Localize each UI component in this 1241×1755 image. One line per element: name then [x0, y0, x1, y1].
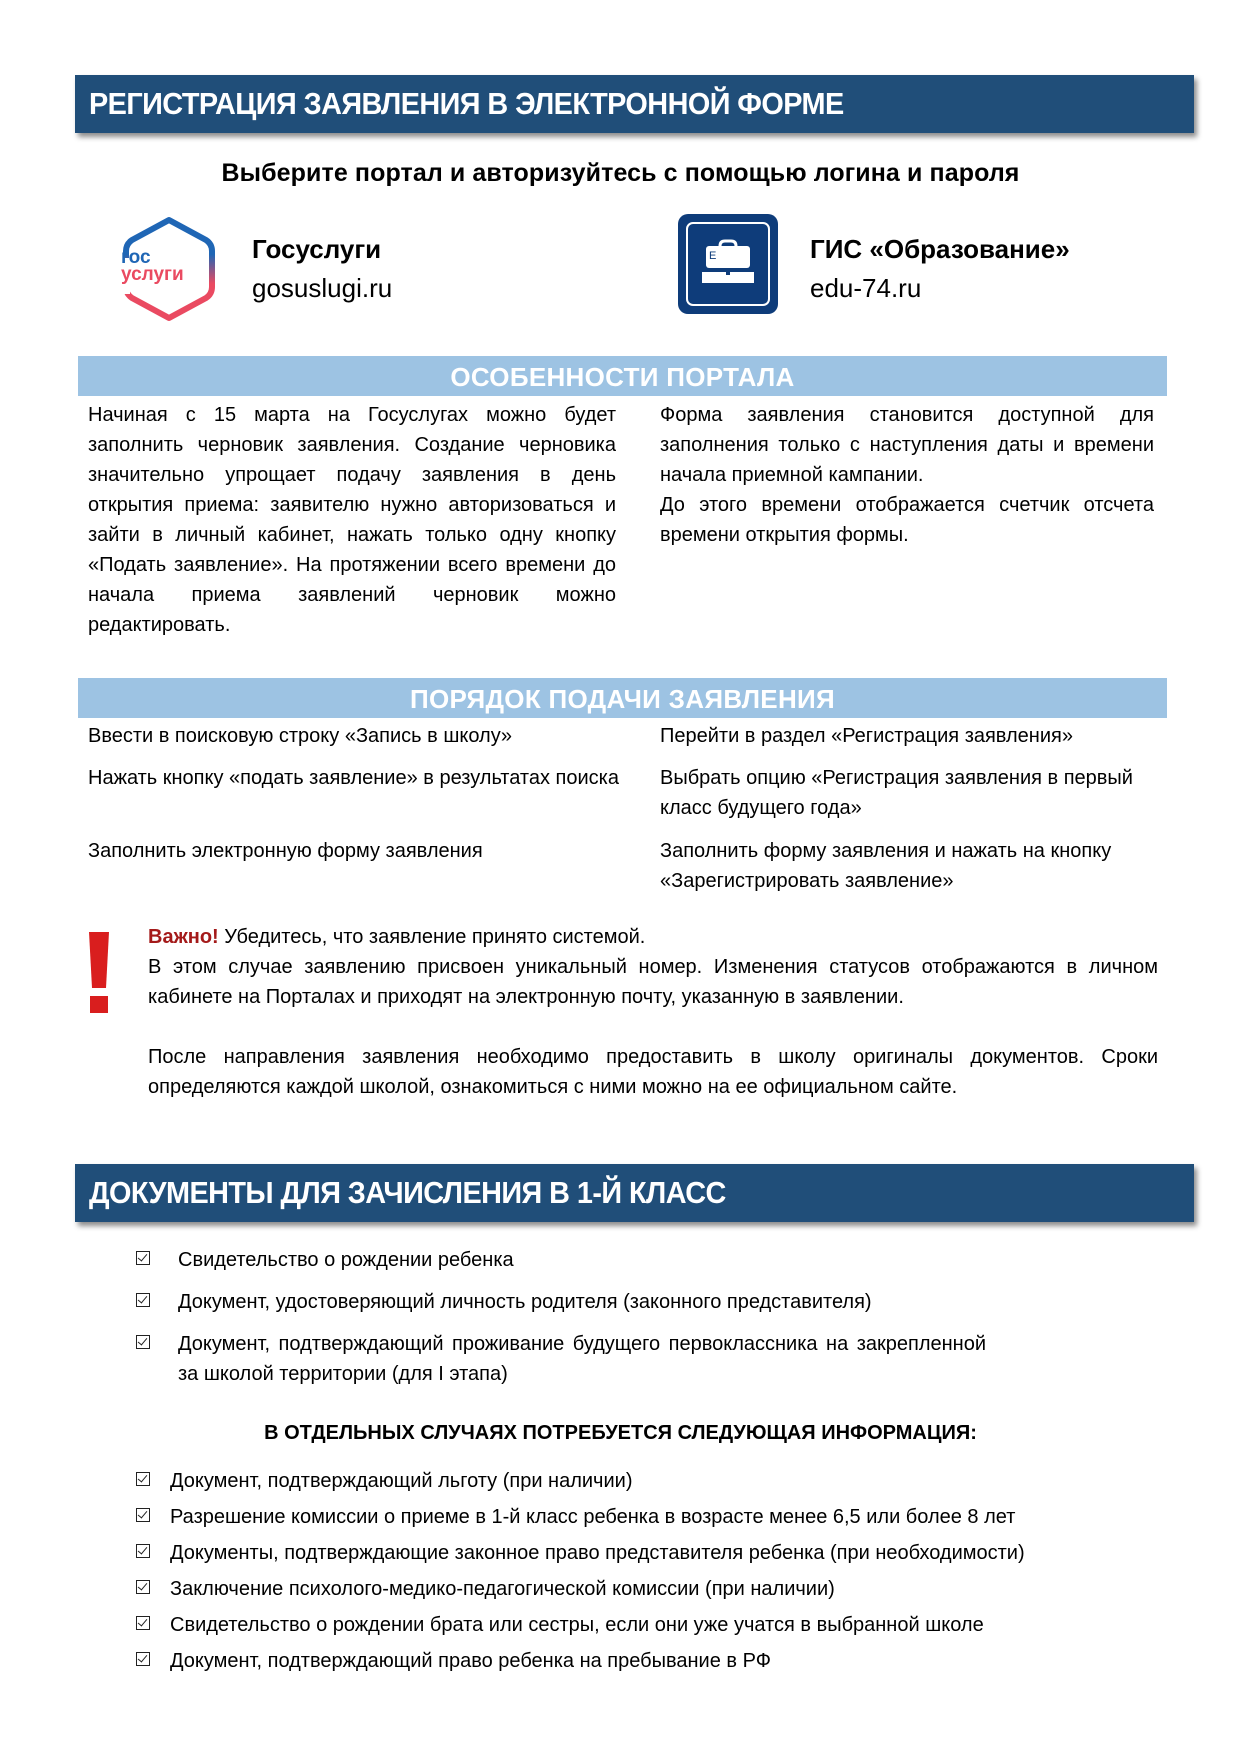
- gosuslugi-name: Госуслуги: [252, 234, 382, 264]
- case-doc-item: [136, 1538, 1196, 1568]
- required-doc-text: Документ, подтверждающий проживание будущего первоклассника на закрепленной за школой территории (для I этапа): [178, 1333, 986, 1385]
- gis-url[interactable]: edu-74.ru: [810, 273, 922, 303]
- required-doc-item: [136, 1287, 996, 1317]
- gosuslugi-logo-icon[interactable]: [118, 214, 220, 324]
- case-doc-item: [136, 1502, 1196, 1532]
- checkbox-icon: [136, 1544, 150, 1558]
- procedure-left-step-3: Заполнить электронную форму заявления: [88, 840, 483, 862]
- registration-section-header: [75, 75, 1194, 133]
- gis-portal[interactable]: [810, 234, 1070, 304]
- checkbox-icon: [136, 1251, 150, 1265]
- gosuslugi-logo-text-top: гос: [121, 247, 151, 268]
- gosuslugi-logo-text-bottom: услуги: [121, 264, 184, 285]
- case-doc-item: [136, 1574, 1196, 1604]
- features-right-paragraph-1: Форма заявления становится доступной для заполнения только с наступления даты и времени начала приемной кампании.: [660, 404, 1154, 486]
- important-notice: [148, 922, 1158, 1102]
- required-doc-text: Документ, удостоверяющий личность родителя (законного представителя): [178, 1291, 872, 1313]
- checkbox-icon: [136, 1335, 150, 1349]
- features-right-paragraph-2: До этого времени отображается счетчик отсчета времени открытия формы.: [660, 494, 1154, 546]
- features-header: [78, 356, 1167, 396]
- exclamation-icon: [88, 932, 110, 1014]
- gis-name: ГИС «Образование»: [810, 234, 1070, 264]
- gosuslugi-portal[interactable]: [252, 234, 392, 304]
- case-doc-text: Заключение психолого-медико-педагогической комиссии (при наличии): [170, 1578, 835, 1600]
- documents-section-header: [75, 1164, 1194, 1222]
- procedure-left-step-2: Нажать кнопку «подать заявление» в результатах поиска: [88, 767, 619, 789]
- case-doc-text: Свидетельство о рождении брата или сестры, если они уже учатся в выбранной школе: [170, 1614, 984, 1636]
- features-title: ОСОБЕННОСТИ ПОРТАЛА: [450, 362, 795, 392]
- features-left-text: [88, 400, 616, 640]
- important-line-1: Убедитесь, что заявление принято системой.: [218, 926, 646, 948]
- procedure-right-step-2: Выбрать опцию «Регистрация заявления в первый класс будущего года»: [660, 767, 1133, 819]
- procedure-right-step-1: Перейти в раздел «Регистрация заявления»: [660, 725, 1073, 747]
- portal-instruction: Выберите портал и авторизуйтесь с помощью логина и пароля: [221, 159, 1020, 187]
- case-doc-text: Документы, подтверждающие законное право представителя ребенка (при необходимости): [170, 1542, 1025, 1564]
- procedure-title: ПОРЯДОК ПОДАЧИ ЗАЯВЛЕНИЯ: [409, 684, 835, 714]
- procedure-right-step-3: Заполнить форму заявления и нажать на кнопку «Зарегистрировать заявление»: [660, 840, 1112, 892]
- registration-section-title: РЕГИСТРАЦИЯ ЗАЯВЛЕНИЯ В ЭЛЕКТРОННОЙ ФОРМЕ: [89, 86, 844, 121]
- gosuslugi-url[interactable]: gosuslugi.ru: [252, 273, 393, 303]
- checkbox-icon: [136, 1472, 150, 1486]
- special-cases-title: В ОТДЕЛЬНЫХ СЛУЧАЯХ ПОТРЕБУЕТСЯ СЛЕДУЮЩАЯ ИНФОРМАЦИЯ:: [264, 1422, 977, 1444]
- required-doc-item: [136, 1329, 986, 1389]
- checkbox-icon: [136, 1580, 150, 1594]
- features-right-text: [660, 400, 1154, 550]
- gis-logo-letter: E: [709, 250, 717, 262]
- important-line-3: После направления заявления необходимо предоставить в школу оригиналы документов. Сроки определяются каждой школой, ознакомиться с ними можно на ее официальном сайте.: [148, 1046, 1158, 1098]
- case-doc-item: [136, 1466, 1196, 1496]
- documents-section-title: ДОКУМЕНТЫ ДЛЯ ЗАЧИСЛЕНИЯ В 1-Й КЛАСС: [89, 1175, 726, 1210]
- case-doc-text: Документ, подтверждающий право ребенка на пребывание в РФ: [170, 1650, 771, 1672]
- required-doc-text: Свидетельство о рождении ребенка: [178, 1249, 514, 1271]
- checkbox-icon: [136, 1508, 150, 1522]
- procedure-header: [78, 678, 1167, 718]
- case-doc-item: [136, 1646, 1196, 1676]
- features-left-paragraph: Начиная с 15 марта на Госуслугах можно будет заполнить черновик заявления. Создание черновика значительно упрощает подачу заявления в день открытия приема: заявителю нужно авторизоваться и зайти в личный кабинет, нажать только одну кнопку «Подать заявление». На протяжении всего времени до начала приема заявлений черновик можно редактировать.: [88, 404, 616, 636]
- important-line-2: В этом случае заявлению присвоен уникальный номер. Изменения статусов отображаются в личном кабинете на Порталах и приходят на электронную почту, указанную в заявлении.: [148, 956, 1158, 1008]
- checkbox-icon: [136, 1616, 150, 1630]
- required-doc-item: [136, 1245, 996, 1275]
- important-label: Важно!: [148, 926, 219, 948]
- procedure-left-step-1: Ввести в поисковую строку «Запись в школу»: [88, 725, 513, 747]
- case-doc-item: [136, 1610, 1196, 1640]
- checkbox-icon: [136, 1293, 150, 1307]
- case-doc-text: Разрешение комиссии о приеме в 1-й класс ребенка в возрасте менее 6,5 или более 8 лет: [170, 1506, 1016, 1528]
- checkbox-icon: [136, 1652, 150, 1666]
- briefcase-icon[interactable]: [678, 214, 778, 314]
- case-doc-text: Документ, подтверждающий льготу (при наличии): [170, 1470, 633, 1492]
